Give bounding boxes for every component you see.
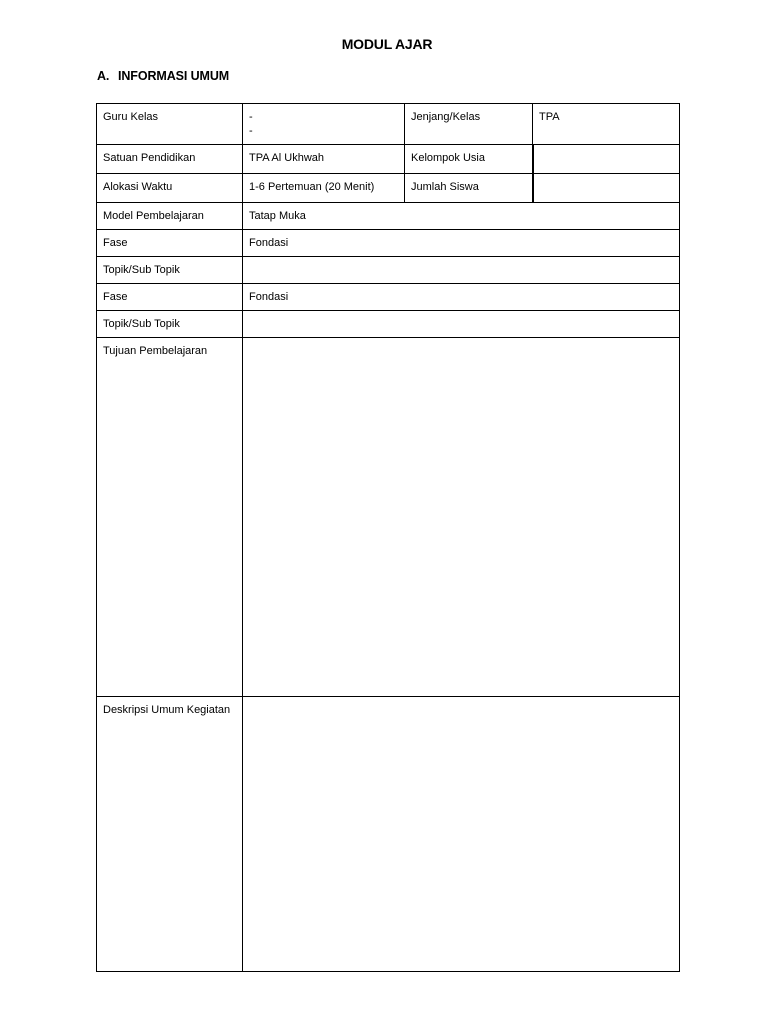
- info-table: [96, 103, 680, 972]
- model-pembelajaran-label: Model Pembelajaran: [97, 203, 243, 230]
- satuan-pendidikan-value[interactable]: TPA Al Ukhwah: [243, 145, 405, 174]
- fase-label: Fase: [97, 230, 243, 257]
- alokasi-waktu-value[interactable]: 1-6 Pertemuan (20 Menit): [243, 174, 405, 203]
- topik-sub-topik-value-2[interactable]: [243, 311, 680, 338]
- table-row: [97, 338, 680, 697]
- satuan-pendidikan-label: Satuan Pendidikan: [97, 145, 243, 174]
- jumlah-siswa-value[interactable]: [533, 174, 680, 203]
- table-row: [97, 145, 680, 174]
- table-row: [97, 174, 680, 203]
- tujuan-pembelajaran-value[interactable]: [243, 338, 680, 697]
- document-title: MODUL AJAR: [341, 36, 433, 52]
- table-row: [97, 104, 680, 145]
- topik-sub-topik-value[interactable]: [243, 257, 680, 284]
- table-row: [97, 311, 680, 338]
- model-pembelajaran-value[interactable]: Tatap Muka: [243, 203, 680, 230]
- guru-kelas-label: Guru Kelas: [97, 104, 243, 145]
- fase-value[interactable]: Fondasi: [243, 230, 680, 257]
- deskripsi-umum-kegiatan-label: Deskripsi Umum Kegiatan: [97, 697, 243, 972]
- table-row: [97, 257, 680, 284]
- topik-sub-topik-label-2: Topik/Sub Topik: [97, 311, 243, 338]
- kelompok-usia-label: Kelompok Usia: [405, 145, 533, 174]
- topik-sub-topik-label: Topik/Sub Topik: [97, 257, 243, 284]
- kelompok-usia-value[interactable]: [533, 145, 680, 174]
- guru-kelas-value-line: -: [249, 125, 253, 137]
- jenjang-kelas-value[interactable]: TPA: [533, 104, 680, 145]
- deskripsi-umum-kegiatan-value[interactable]: [243, 697, 680, 972]
- table-row: [97, 230, 680, 257]
- table-row: [97, 697, 680, 972]
- fase-label-2: Fase: [97, 284, 243, 311]
- section-title: INFORMASI UMUM: [118, 69, 230, 83]
- alokasi-waktu-label: Alokasi Waktu: [97, 174, 243, 203]
- section-number: A.: [97, 69, 110, 83]
- jumlah-siswa-label: Jumlah Siswa: [405, 174, 533, 203]
- jenjang-kelas-label: Jenjang/Kelas: [405, 104, 533, 145]
- guru-kelas-value-line: -: [249, 111, 253, 123]
- section-heading: [97, 69, 229, 83]
- fase-value-2[interactable]: Fondasi: [243, 284, 680, 311]
- table-row: [97, 203, 680, 230]
- tujuan-pembelajaran-label: Tujuan Pembelajaran: [97, 338, 243, 697]
- table-row: [97, 284, 680, 311]
- guru-kelas-value[interactable]: [243, 104, 405, 145]
